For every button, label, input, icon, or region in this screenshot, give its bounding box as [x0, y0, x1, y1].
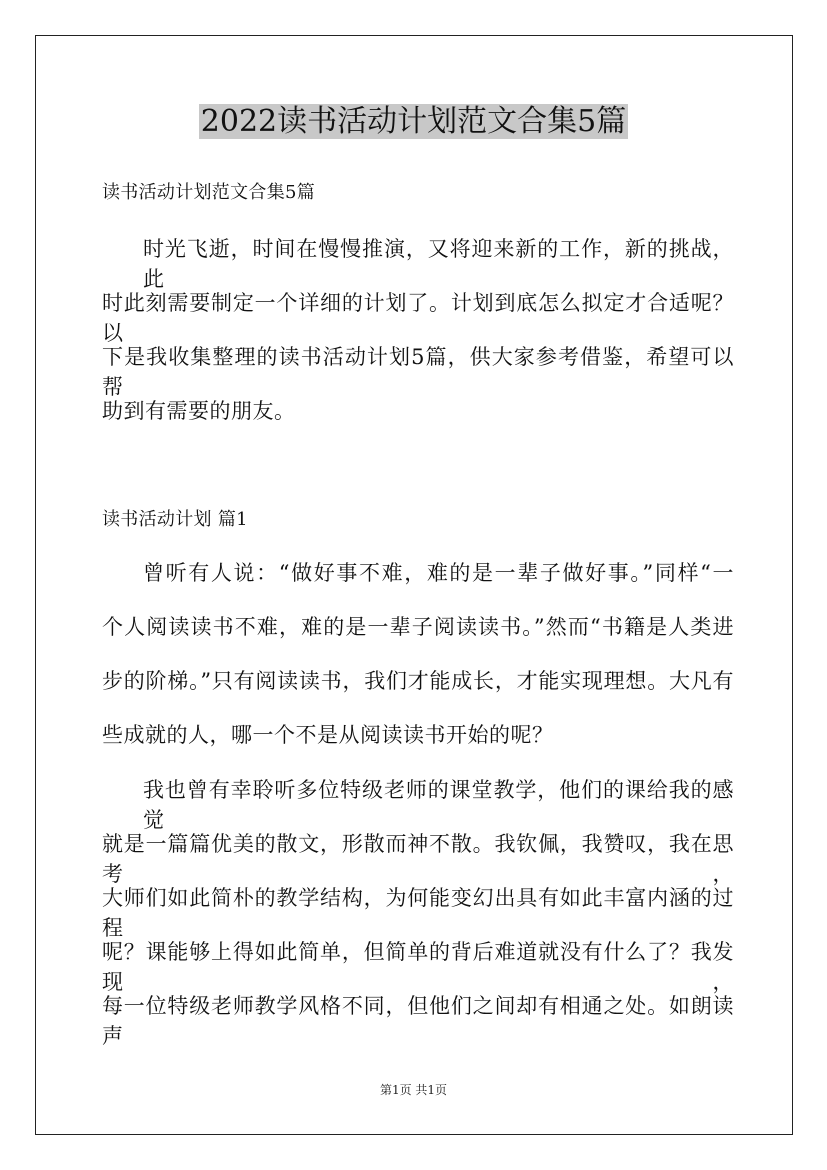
intro-line-4: 助到有需要的朋友。 — [102, 399, 296, 423]
paragraph2-line-4: 呢？课能够上得如此简单，但简单的背后难道就没有什么了？我发现， — [102, 940, 734, 994]
page-footer: 第1页 共1页 — [379, 1083, 448, 1097]
intro-line-1: 时光飞逝，时间在慢慢推演，又将迎来新的工作，新的挑战，此 — [143, 237, 734, 291]
paragraph1-line-1: 曾听有人说：“做好事不难，难的是一辈子做好事。”同样“一 — [143, 561, 734, 585]
document-title: 2022读书活动计划范文合集5篇 — [200, 104, 627, 139]
paragraph1-line-2: 个人阅读读书不难，难的是一辈子阅读读书。”然而“书籍是人类进 — [102, 615, 734, 639]
section-heading: 读书活动计划 篇1 — [102, 509, 248, 530]
intro-line-3: 下是我收集整理的读书活动计划5篇，供大家参考借鉴，希望可以帮 — [102, 345, 734, 399]
paragraph2-line-2: 就是一篇篇优美的散文，形散而神不散。我钦佩，我赞叹，我在思考， — [102, 832, 734, 886]
paragraph2-line-5: 每一位特级老师教学风格不同，但他们之间却有相通之处。如朗读声 — [102, 994, 734, 1048]
document-subtitle: 读书活动计划范文合集5篇 — [102, 182, 316, 203]
paragraph2-line-3: 大师们如此简朴的教学结构，为何能变幻出具有如此丰富内涵的过程 — [102, 886, 734, 940]
intro-line-2: 时此刻需要制定一个详细的计划了。计划到底怎么拟定才合适呢？以 — [102, 291, 734, 345]
paragraph1-line-3: 步的阶梯。”只有阅读读书，我们才能成长，才能实现理想。大凡有 — [102, 669, 734, 693]
paragraph2-line-1: 我也曾有幸聆听多位特级老师的课堂教学，他们的课给我的感觉 — [143, 778, 734, 832]
paragraph1-line-4: 些成就的人，哪一个不是从阅读读书开始的呢？ — [102, 723, 554, 747]
